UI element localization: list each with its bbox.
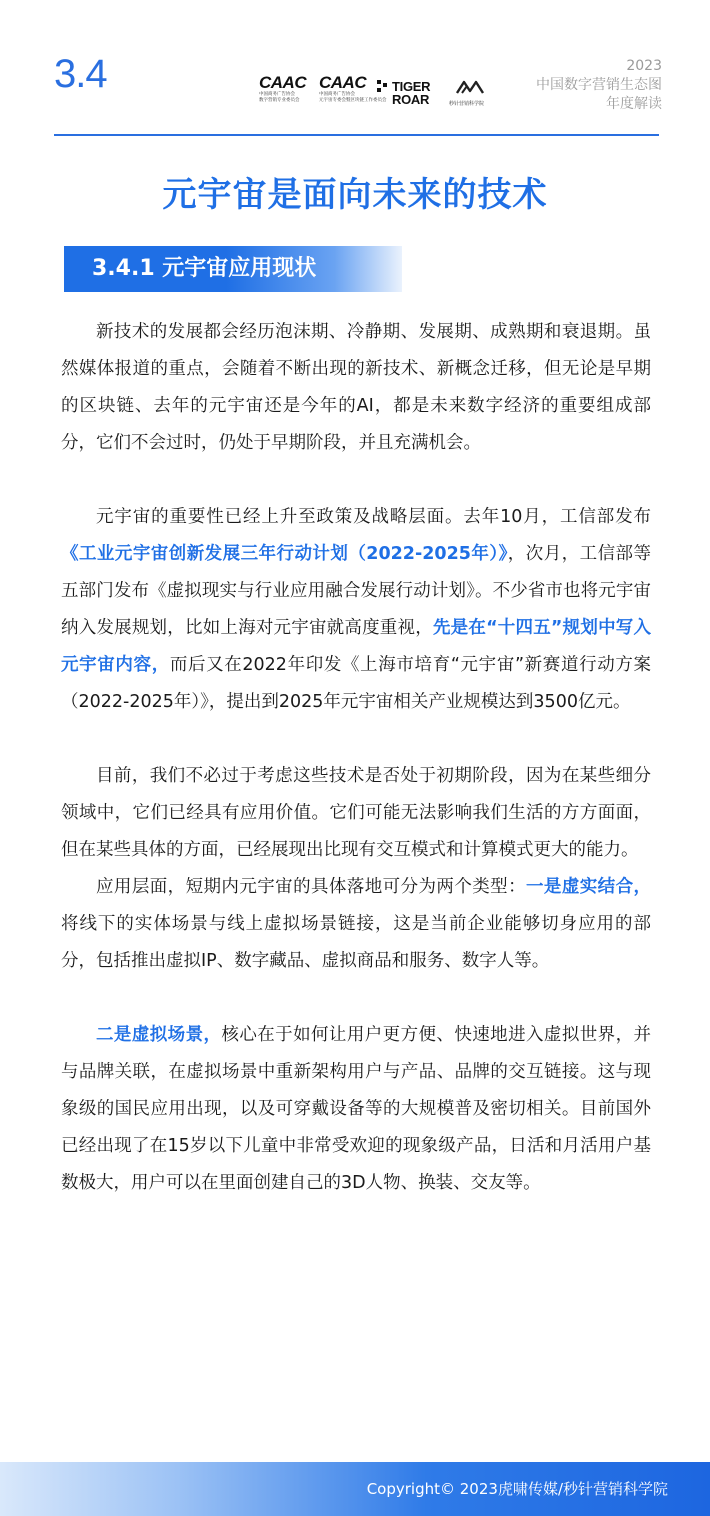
paragraph-text: 将线下的实体场景与线上虚拟场景链接，这是当前企业能够切身应用的部分，包括推出虚拟IP、数字藏品、虚拟商品和服务、数字人等。 (61, 914, 651, 971)
highlight-type-one: 一是虚实结合， (526, 877, 651, 897)
page-title: 元宇宙是面向未来的技术 (162, 175, 548, 215)
caac-logo-subtitle: 中国商务广告协会 (259, 92, 295, 97)
subsection-banner (64, 246, 402, 292)
article-body (61, 314, 651, 1202)
tiger-roar-logo (377, 74, 437, 112)
caac-logo-subtitle: 元宇宙专委会暨区块链工作委员会 (319, 97, 387, 103)
miaozhen-logo-text: 秒针营销科学院 (449, 101, 485, 107)
report-title-line2: 年度解读 (606, 96, 662, 112)
footer-bar (0, 1462, 710, 1516)
caac-logo-wordmark: CAAC (259, 73, 307, 92)
tiger-roar-line1: TIGER (392, 79, 431, 94)
tiger-roar-line2: ROAR (392, 92, 430, 107)
caac-logo-second (319, 73, 387, 103)
report-title-line1: 中国数字营销生态图 (536, 77, 662, 93)
miaozhen-logo (449, 78, 509, 112)
caac-logo-subtitle: 中国商务广告协会 (319, 92, 355, 97)
caac-logo (259, 74, 313, 103)
header-divider (54, 134, 659, 136)
report-year: 2023 (626, 58, 662, 74)
highlight-policy-title: 《工业元宇宙创新发展三年行动计划（2022-2025年）》 (61, 544, 508, 564)
tiger-roar-dots-icon (377, 80, 389, 94)
highlight-shanghai-plan: 先是在“十四五”规划中写入元宇宙内容， (61, 618, 651, 675)
paragraph-text: 核心在于如何让用户更方便、快速地进入虚拟世界，并与品牌关联，在虚拟场景中重新架构用户与产品、品牌的交互链接。这与现象级的国民应用出现，以及可穿戴设备等的大规模普及密切相关。目前国外已经出现了在15岁以下儿童中非常受欢迎的现象级产品，日活和月活用户基数极大，用户可以在里面创建自己的3D人物、换装、交友等。 (61, 1025, 652, 1193)
highlight-type-two: 二是虚拟场景， (96, 1025, 222, 1045)
paragraph (61, 869, 651, 980)
paragraph-text: 元宇宙的重要性已经上升至政策及战略层面。去年10月，工信部发布 (96, 507, 651, 527)
paragraph-text: 应用层面，短期内元宇宙的具体落地可分为两个类型： (96, 877, 526, 897)
paragraph (61, 1017, 651, 1202)
footer-copyright: Copyright© 2023虎啸传媒/秒针营销科学院 (366, 1480, 668, 1498)
subsection-title: 3.4.1 元宇宙应用现状 (92, 256, 317, 281)
paragraph (61, 499, 651, 721)
section-number: 3.4 (54, 52, 107, 96)
caac-logo-wordmark: CAAC (319, 73, 367, 92)
partner-logos (259, 74, 509, 114)
caac-logo-subtitle: 数字营销专业委员会 (259, 97, 300, 103)
paragraph-text: 而后又在2022年印发《上海市培育“元宇宙”新赛道行动方案（2022-2025年）》，提出到2025年元宇宙相关产业规模达到3500亿元。 (61, 655, 652, 712)
miaozhen-mark-icon (455, 78, 485, 96)
report-brand (536, 57, 662, 114)
paragraph-text: ，次月，工信部等五部门发布《虚拟现实与行业应用融合发展行动计划》。不少省市也将元宇宙纳入发展规划，比如上海对元宇宙就高度重视， (61, 544, 651, 638)
paragraph: 目前，我们不必过于考虑这些技术是否处于初期阶段，因为在某些细分领域中，它们已经具有应用价值。它们可能无法影响我们生活的方方面面，但在某些具体的方面，已经展现出比现有交互模式和计算模式更大的能力。 (61, 766, 651, 860)
paragraph: 新技术的发展都会经历泡沫期、冷静期、发展期、成熟期和衰退期。虽然媒体报道的重点，会随着不断出现的新技术、新概念迁移，但无论是早期的区块链、去年的元宇宙还是今年的AI，都是未来数字经济的重要组成部分，它们不会过时，仍处于早期阶段，并且充满机会。 (61, 322, 651, 453)
